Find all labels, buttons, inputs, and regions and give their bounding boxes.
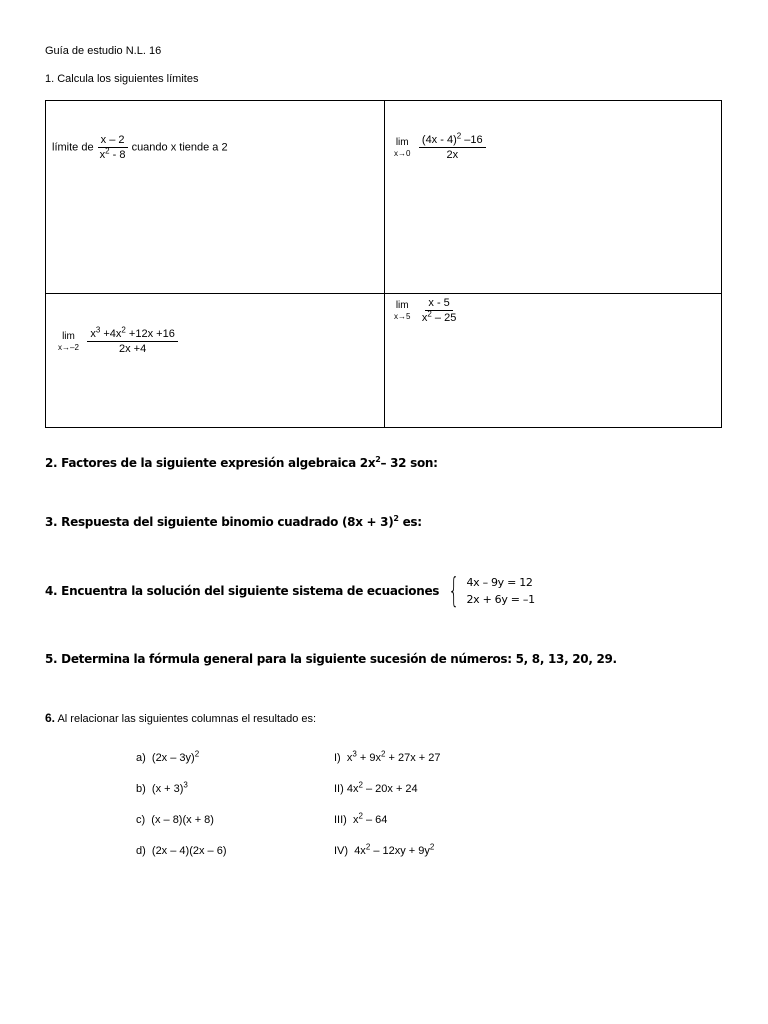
right-label-i: I) <box>334 752 341 764</box>
right-item-iv <box>334 842 554 876</box>
limit-c-num-c: +12x +16 <box>125 328 175 340</box>
right-label-iv: IV) <box>334 845 349 857</box>
limit-cell-a <box>52 133 228 162</box>
left-expr-b: (x + 3) <box>151 783 184 795</box>
limit-c-fraction <box>87 327 177 356</box>
left-label-b: b) <box>136 783 146 795</box>
limit-d-fraction <box>419 296 459 325</box>
limit-c-numerator <box>87 327 177 342</box>
limit-a-denominator <box>97 148 129 162</box>
left-label-c: c) <box>136 814 146 826</box>
question-1-heading: 1. Calcula los siguientes límites <box>45 73 199 85</box>
right-i-p2: + 9x <box>356 752 381 764</box>
left-brace-icon: { <box>448 571 460 611</box>
limit-a-den-rest: - 8 <box>109 149 126 161</box>
limit-a-fraction <box>97 133 129 162</box>
right-item-ii <box>334 780 554 814</box>
right-iii-e1: 2 <box>358 811 363 821</box>
question-3-rest: es: <box>398 515 422 529</box>
left-label-d: d) <box>136 845 146 857</box>
limit-b-sub: x→0 <box>394 148 411 158</box>
question-2-exp: 2 <box>375 455 381 464</box>
left-exp-b: 3 <box>183 780 188 790</box>
right-iii-p2: – 64 <box>362 814 388 826</box>
right-iv-e1: 2 <box>365 842 371 852</box>
right-label-ii: II) <box>334 783 344 795</box>
left-item-a <box>136 749 316 783</box>
limit-c-denominator: 2x +4 <box>118 343 147 355</box>
limit-d-den-rest: – 25 <box>431 312 457 324</box>
limit-d-denominator <box>419 311 459 325</box>
right-iv-e2: 2 <box>429 842 435 852</box>
equation-system <box>443 571 535 611</box>
limit-b-num-base: (4x - 4) <box>421 134 457 146</box>
left-item-b <box>136 780 316 814</box>
question-5: 5. Determina la fórmula general para la siguiente sucesión de números: 5, 8, 13, 20, 29. <box>45 652 617 666</box>
right-ii-p2: – 20x + 24 <box>362 783 418 795</box>
left-label-a: a) <box>136 752 146 764</box>
question-6-text: Al relacionar las siguientes columnas el resultado es: <box>55 713 317 725</box>
left-expr-a: (2x – 3y) <box>151 752 195 764</box>
right-i-e2: 2 <box>380 749 386 759</box>
left-column <box>136 749 316 876</box>
right-item-iii <box>334 811 554 845</box>
equation-list <box>466 574 534 608</box>
question-6-number: 6. <box>45 711 56 725</box>
limit-d-sub: x→5 <box>394 311 411 321</box>
question-4 <box>45 571 535 611</box>
equation-2: 2x + 6y = –1 <box>466 593 535 606</box>
left-item-c <box>136 814 316 845</box>
table-divider-horizontal <box>46 293 721 294</box>
left-expr-c: (x – 8)(x + 8) <box>151 814 214 826</box>
limit-a-den-base: x <box>99 149 106 161</box>
limit-b-denominator: 2x <box>446 149 459 161</box>
question-3-text: 3. Respuesta del siguiente binomio cuadrado (8x + 3) <box>45 515 394 529</box>
right-i-e1: 3 <box>352 749 357 759</box>
limit-c-lim: lim <box>62 330 75 342</box>
limit-b-numerator <box>419 133 486 148</box>
right-iv-p2: – 12xy + 9y <box>370 845 430 857</box>
limits-table <box>45 100 722 428</box>
limit-cell-d <box>394 296 459 325</box>
document-title: Guía de estudio N.L. 16 <box>45 45 162 57</box>
question-2-rest: – 32 son: <box>380 456 438 470</box>
limit-c-sub: x→–2 <box>58 342 79 352</box>
limit-c-num-b: +4x <box>100 328 122 340</box>
limit-c-num-a: x <box>90 328 96 340</box>
right-label-iii: III) <box>334 814 347 826</box>
limit-b-operator <box>394 137 410 159</box>
right-item-i <box>334 749 554 783</box>
right-ii-p1: 4x <box>346 783 359 795</box>
limit-cell-c <box>58 327 178 356</box>
question-4-text: 4. Encuentra la solución del siguiente sistema de ecuaciones <box>45 584 440 598</box>
limit-b-num-exp: 2 <box>456 131 462 141</box>
left-expr-d: (2x – 4)(2x – 6) <box>151 845 227 857</box>
limit-b-fraction <box>419 133 486 162</box>
left-exp-a: 2 <box>194 749 200 759</box>
question-3-exp: 2 <box>393 514 399 523</box>
limit-a-den-exp: 2 <box>105 146 110 156</box>
limit-c-num-a-exp: 3 <box>95 325 101 335</box>
limit-a-suffix: cuando x tiende a 2 <box>131 141 228 154</box>
right-column <box>334 749 554 876</box>
question-2 <box>45 456 438 470</box>
limit-b-lim: lim <box>395 136 409 148</box>
limit-a-prefix: límite de <box>52 141 94 154</box>
limit-b-num-rest: –16 <box>461 134 483 146</box>
limit-d-den-base: x <box>421 312 428 324</box>
limit-d-lim: lim <box>395 299 409 311</box>
limit-d-numerator: x - 5 <box>425 296 452 311</box>
limit-c-num-b-exp: 2 <box>121 325 126 335</box>
right-iv-p1: 4x <box>354 845 366 857</box>
limit-c-operator <box>58 331 79 353</box>
limit-cell-b <box>394 133 486 162</box>
left-item-d <box>136 845 316 876</box>
limit-a-numerator: x – 2 <box>98 133 128 148</box>
equation-1: 4x – 9y = 12 <box>466 576 533 589</box>
right-iii-p1: x <box>352 814 359 826</box>
table-divider-vertical <box>384 101 385 427</box>
question-2-text: 2. Factores de la siguiente expresión algebraica 2x <box>45 456 376 470</box>
right-i-p1: x <box>346 752 353 764</box>
limit-d-operator <box>394 300 410 322</box>
question-3 <box>45 515 422 529</box>
question-6 <box>45 711 316 725</box>
right-i-p3: + 27x + 27 <box>385 752 441 764</box>
right-ii-e1: 2 <box>358 780 363 790</box>
limit-d-den-exp: 2 <box>427 309 432 319</box>
